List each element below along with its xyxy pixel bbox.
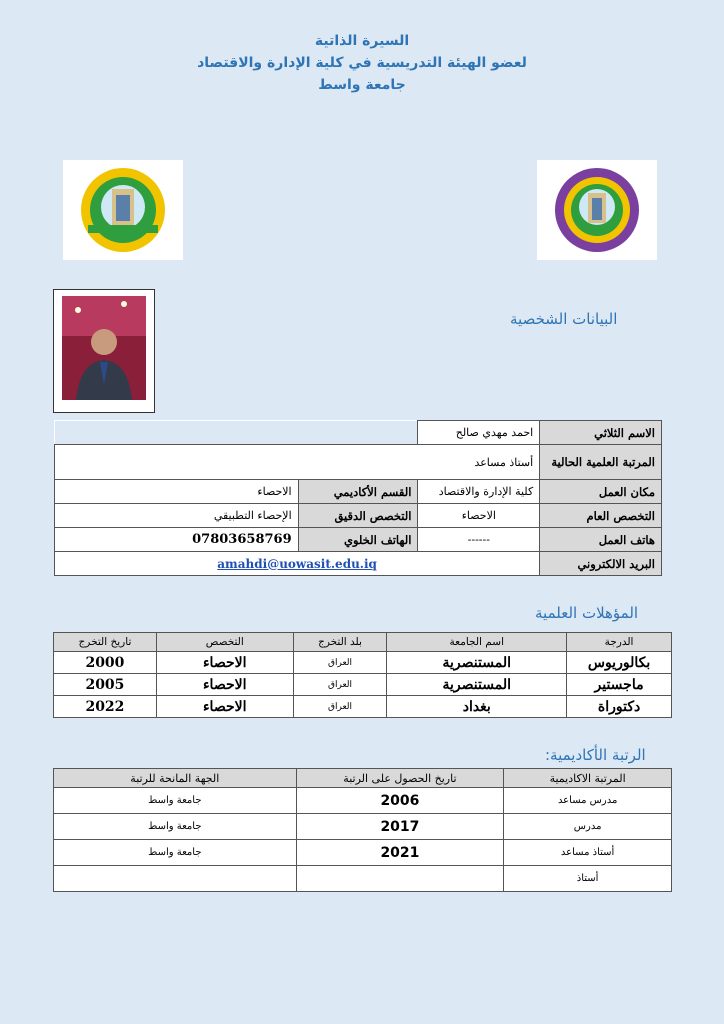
- grad-date-cell: 2000: [54, 652, 157, 674]
- specialization-cell: الاحصاء: [156, 652, 293, 674]
- table-row: [54, 866, 672, 892]
- university-cell: المستنصرية: [387, 674, 567, 696]
- ranks-header-row: [54, 769, 672, 788]
- country-cell: العراق: [293, 652, 387, 674]
- header-line-3: جامعة واسط: [318, 77, 406, 93]
- col-rank-grantor: الجهة المانحة للرتبة: [54, 769, 297, 788]
- email-label: البريد الالكتروني: [540, 552, 662, 576]
- rank-value: أستاذ مساعد: [55, 445, 540, 480]
- general-spec-label: التخصص العام: [540, 504, 662, 528]
- table-row: [54, 788, 672, 814]
- grad-date-cell: 2005: [54, 674, 157, 696]
- empty-cell: [55, 421, 418, 445]
- col-country: بلد التخرج: [293, 633, 387, 652]
- page-header: [0, 30, 724, 96]
- profile-photo: [53, 289, 155, 413]
- table-row: [54, 840, 672, 866]
- college-logo: [537, 160, 657, 260]
- qualifications-table: [53, 632, 672, 718]
- table-row: [54, 814, 672, 840]
- academic-ranks-table: [53, 768, 672, 892]
- rank-date-cell: 2006: [296, 788, 504, 814]
- precise-spec-label: التخصص الدقيق: [298, 504, 418, 528]
- header-line-1: السيرة الذاتية: [314, 33, 410, 49]
- rank-date-cell: [296, 866, 504, 892]
- specialization-cell: الاحصاء: [156, 696, 293, 718]
- work-label: مكان العمل: [540, 480, 662, 504]
- specialization-cell: الاحصاء: [156, 674, 293, 696]
- mobile-value: 07803658769: [55, 528, 299, 552]
- grad-date-cell: 2022: [54, 696, 157, 718]
- work-phone-value: ------: [418, 528, 540, 552]
- col-university: اسم الجامعة: [387, 633, 567, 652]
- degree-cell: ماجستير: [567, 674, 672, 696]
- precise-spec-value: الإحصاء التطبيقي: [55, 504, 299, 528]
- university-cell: المستنصرية: [387, 652, 567, 674]
- rank-date-cell: 2017: [296, 814, 504, 840]
- country-cell: العراق: [293, 696, 387, 718]
- rank-cell: مدرس: [504, 814, 672, 840]
- rank-cell: مدرس مساعد: [504, 788, 672, 814]
- qualifications-section-title: المؤهلات العلمية: [535, 604, 639, 622]
- general-spec-value: الاحصاء: [418, 504, 540, 528]
- work-value: كلية الإدارة والاقتصاد: [418, 480, 540, 504]
- grantor-cell: [54, 866, 297, 892]
- degree-cell: بكالوريوس: [567, 652, 672, 674]
- header-line-2: لعضو الهيئة التدريسية في كلية الإدارة والاقتصاد: [197, 55, 527, 71]
- col-degree: الدرجة: [567, 633, 672, 652]
- rank-cell: أستاذ مساعد: [504, 840, 672, 866]
- email-link[interactable]: amahdi@uowasit.edu.iq: [217, 556, 377, 571]
- work-phone-label: هاتف العمل: [540, 528, 662, 552]
- ranks-section-title: الرتبة الأكاديمية:: [545, 746, 646, 764]
- university-cell: بغداد: [387, 696, 567, 718]
- degree-cell: دكتوراة: [567, 696, 672, 718]
- table-row: [54, 674, 672, 696]
- table-row: [54, 696, 672, 718]
- grantor-cell: جامعة واسط: [54, 840, 297, 866]
- rank-cell: أستاذ: [504, 866, 672, 892]
- grantor-cell: جامعة واسط: [54, 788, 297, 814]
- mobile-label: الهاتف الخلوي: [298, 528, 418, 552]
- col-rank: المرتبة الاكاديمية: [504, 769, 672, 788]
- personal-info-table: [54, 420, 662, 576]
- qualifications-header-row: [54, 633, 672, 652]
- grantor-cell: جامعة واسط: [54, 814, 297, 840]
- country-cell: العراق: [293, 674, 387, 696]
- col-specialization: التخصص: [156, 633, 293, 652]
- name-label: الاسم الثلاثي: [540, 421, 662, 445]
- table-row: [54, 652, 672, 674]
- rank-date-cell: 2021: [296, 840, 504, 866]
- col-grad-date: تاريخ التخرج: [54, 633, 157, 652]
- col-rank-date: تاريخ الحصول على الرتبة: [296, 769, 504, 788]
- personal-section-title: البيانات الشخصية: [510, 310, 618, 328]
- rank-label: المرتبة العلمية الحالية: [540, 445, 662, 480]
- dept-value: الاحصاء: [55, 480, 299, 504]
- university-logo: [63, 160, 183, 260]
- name-value: احمد مهدي صالح: [418, 421, 540, 445]
- dept-label: القسم الأكاديمي: [298, 480, 418, 504]
